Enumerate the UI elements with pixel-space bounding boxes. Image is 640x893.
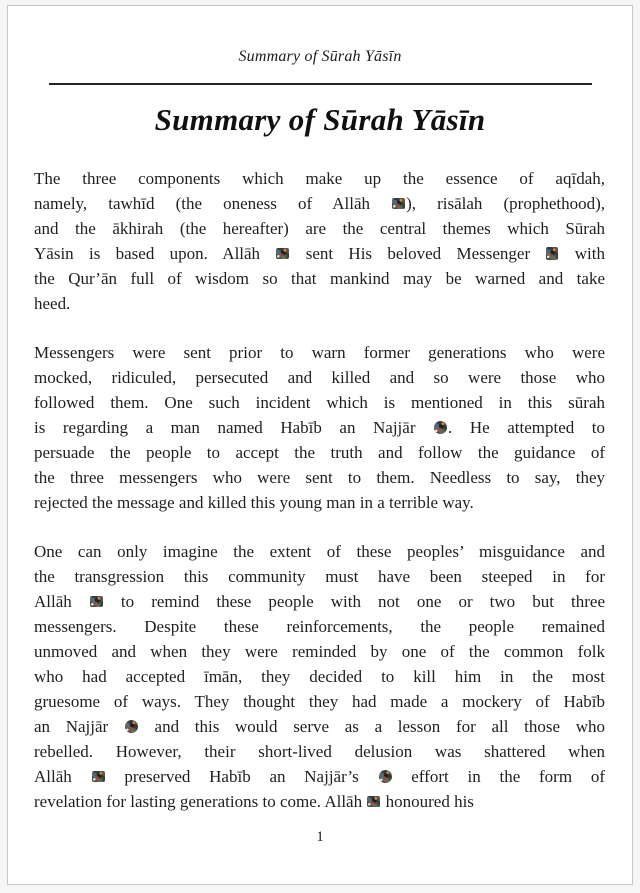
text-line: Messengers were sent prior to warn former generations who were	[34, 343, 605, 362]
text-line: One can only imagine the extent of these peoples’ misguidance and	[34, 542, 605, 561]
jalla-jalaluhu-honorific-icon	[392, 198, 405, 209]
paragraph	[34, 539, 605, 814]
text-line: mocked, ridiculed, persecuted and killed and so were those who	[34, 368, 605, 387]
text-line: and the ākhirah (the hereafter) are the central themes which Sūrah	[34, 219, 605, 238]
jalla-jalaluhu-honorific-icon	[92, 771, 105, 782]
body-text	[34, 166, 605, 814]
text-line: persuade the people to accept the truth and follow the guidance of	[34, 443, 605, 462]
radiallahu-anhu-honorific-icon	[434, 421, 447, 434]
text-line: an Najjār and this would serve as a lesson for all those who	[34, 717, 605, 736]
text-line: gruesome of ways. They thought they had made a mockery of Habīb	[34, 692, 605, 711]
running-header: Summary of Sūrah Yāsīn	[238, 48, 402, 65]
radiallahu-anhu-honorific-icon	[379, 770, 392, 783]
sallallahu-alayhi-wasallam-honorific-icon	[546, 247, 558, 260]
text-line: followed them. One such incident which is mentioned in this sūrah	[34, 393, 605, 412]
text-line: is regarding a man named Habīb an Najjār . He attempted to	[34, 418, 606, 437]
text-line: rejected the message and killed this young man in a terrible way.	[34, 493, 474, 512]
text-line: the transgression this community must have been steeped in for	[34, 567, 605, 586]
text-line: The three components which make up the essence of aqīdah,	[34, 169, 605, 188]
text-line: Allāh to remind these people with not one or two but three	[34, 592, 605, 611]
paragraph	[34, 340, 605, 515]
jalla-jalaluhu-honorific-icon	[276, 248, 289, 259]
page-number: 1	[316, 829, 324, 845]
text-line: the three messengers who were sent to them. Needless to say, they	[34, 468, 605, 487]
text-line: revelation for lasting generations to come. Allāh honoured his	[34, 792, 474, 811]
text-line: messengers. Despite these reinforcements, the people remained	[34, 617, 605, 636]
text-line: the Qur’ān full of wisdom so that mankind may be warned and take	[34, 269, 605, 288]
text-line: who had accepted īmān, they decided to kill him in the most	[34, 667, 605, 686]
text-line: rebelled. However, their short-lived delusion was shattered when	[34, 742, 605, 761]
text-line: heed.	[34, 294, 71, 313]
page-title: Summary of Sūrah Yāsīn	[154, 102, 486, 137]
paragraph	[34, 166, 605, 316]
text-line: namely, tawhīd (the oneness of Allāh ), risālah (prophethood),	[34, 194, 605, 213]
jalla-jalaluhu-honorific-icon	[90, 596, 103, 607]
jalla-jalaluhu-honorific-icon	[367, 796, 380, 807]
text-line: Allāh preserved Habīb an Najjār’s effort in the form of	[34, 767, 605, 786]
text-line: unmoved and when they were reminded by one of the common folk	[34, 642, 605, 661]
header-rule	[49, 83, 592, 85]
book-page	[7, 5, 633, 885]
text-line: Yāsin is based upon. Allāh sent His beloved Messenger with	[34, 244, 605, 263]
radiallahu-anhu-honorific-icon	[125, 720, 138, 733]
